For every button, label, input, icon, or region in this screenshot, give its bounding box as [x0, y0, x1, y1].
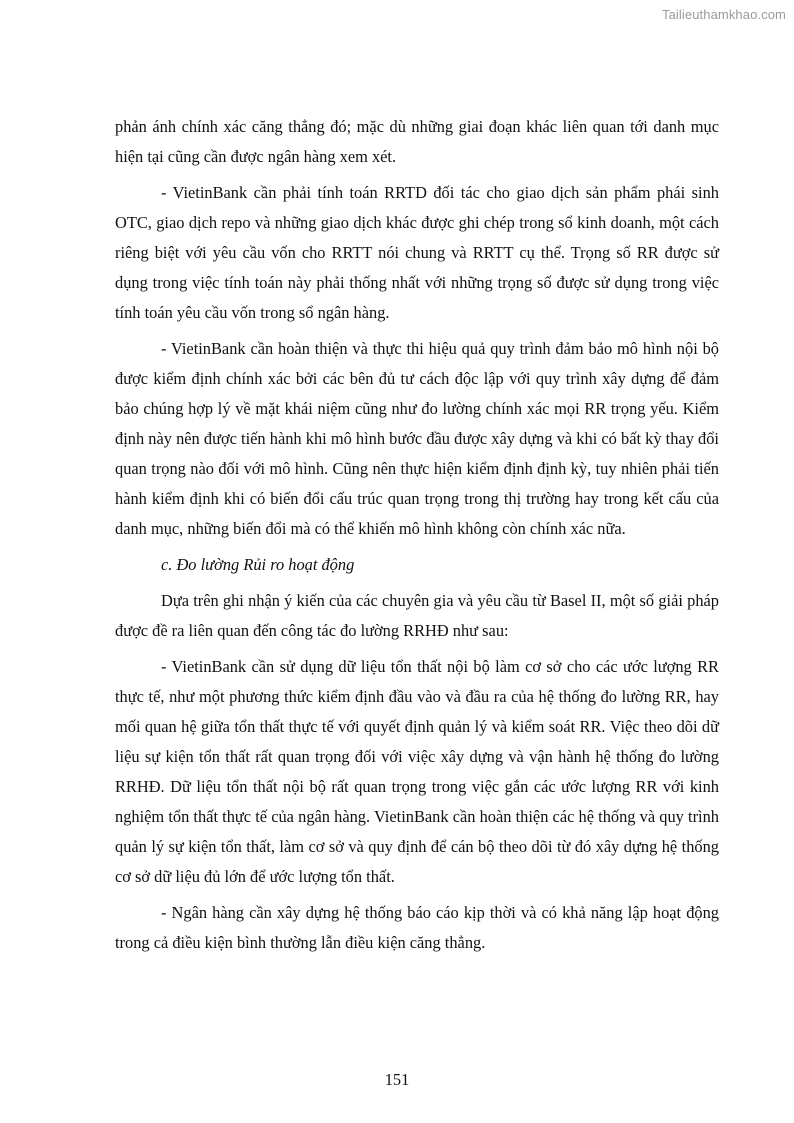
page-number: 151 [384, 1070, 410, 1089]
document-body [115, 112, 719, 958]
paragraph-continuation: phản ánh chính xác căng thẳng đó; mặc dù những giai đoạn khác liên quan tới danh mục hiện tại cũng cần được ngân hàng xem xét. [115, 117, 719, 166]
paragraph-internal-loss-data: - VietinBank cần sử dụng dữ liệu tổn thất nội bộ làm cơ sở cho các ước lượng RR thực tế, như một phương thức kiểm định đầu vào và đầu ra của hệ thống đo lường RR, hay mối quan hệ giữa tổn thất thực tế với quyết định quản lý và kiểm soát RR. Việc theo dõi dữ liệu sự kiện tổn thất rất quan trọng đối với việc xây dựng và vận hành hệ thống đo lường RRHĐ. Dữ liệu tổn thất nội bộ rất quan trọng trong việc gắn các ước lượng RR với kinh nghiệm tổn thất thực tế của ngân hàng. VietinBank cần hoàn thiện các hệ thống và quy trình quản lý sự kiện tổn thất, làm cơ sở và quy định để cán bộ theo dõi từ đó xây dựng hệ thống cơ sở dữ liệu đủ lớn để ước lượng tổn thất. [115, 657, 719, 886]
section-heading-operational-risk: c. Đo lường Rủi ro hoạt động [161, 555, 355, 574]
paragraph-model-validation: - VietinBank cần hoàn thiện và thực thi hiệu quả quy trình đảm bảo mô hình nội bộ được kiểm định chính xác bởi các bên đủ tư cách độc lập với quy trình xây dựng để đảm bảo chúng hợp lý về mặt khái niệm cũng như đo lường chính xác mọi RR trọng yếu. Kiểm định này nên được tiến hành khi mô hình bước đầu được xây dựng và khi có bất kỳ thay đổi quan trọng nào đối với mô hình. Cũng nên thực hiện kiểm định định kỳ, tuy nhiên phải tiến hành kiểm định khi có biến đổi cấu trúc quan trọng trong thị trường hay trong kết cấu của danh mục, những biến đổi mà có thể khiến mô hình không còn chính xác nữa. [115, 339, 719, 538]
paragraph-intro-solutions: Dựa trên ghi nhận ý kiến của các chuyên gia và yêu cầu từ Basel II, một số giải pháp được đề ra liên quan đến công tác đo lường RRHĐ như sau: [115, 591, 719, 640]
paragraph-counterparty-risk: - VietinBank cần phải tính toán RRTD đối tác cho giao dịch sản phẩm phái sinh OTC, giao dịch repo và những giao dịch khác được ghi chép trong sổ kinh doanh, một cách riêng biệt với yêu cầu vốn cho RRTT nói chung và RRTT cụ thể. Trọng số RR được sử dụng trong việc tính toán này phải thống nhất với những trọng số được sử dụng trong việc tính toán yêu cầu vốn trong sổ ngân hàng. [115, 183, 719, 322]
watermark-text: Tailieuthamkhao.com [661, 7, 786, 22]
paragraph-reporting-system: - Ngân hàng cần xây dựng hệ thống báo cáo kịp thời và có khả năng lập hoạt động trong cả điều kiện bình thường lẫn điều kiện căng thẳng. [115, 903, 719, 952]
